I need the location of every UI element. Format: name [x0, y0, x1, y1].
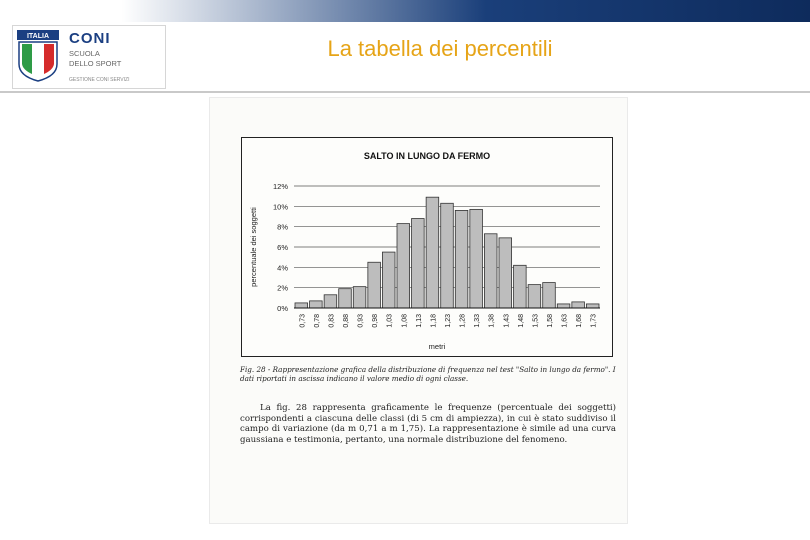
x-tick-label: 1,23 — [445, 314, 452, 328]
y-tick-label: 10% — [272, 202, 288, 212]
x-tick-label: 1,43 — [503, 314, 511, 328]
logo-country: ITALIA — [26, 33, 50, 40]
x-tick-label: 0,93 — [357, 314, 365, 328]
histogram-bar — [528, 285, 541, 308]
slide-title: La tabella dei percentili — [327, 36, 553, 61]
histogram-bar — [295, 303, 308, 308]
histogram-bar — [368, 262, 381, 308]
y-tick-label: 6% — [277, 243, 288, 252]
x-tick-label: 1,73 — [590, 314, 598, 328]
histogram-bar — [397, 224, 410, 308]
logo-brand: CONI — [69, 30, 111, 47]
x-tick-label: 0,88 — [343, 314, 350, 328]
body-paragraph: La fig. 28 rappresenta graficamente le frequenze (percentuale dei soggetti) corrispondenti a ciascuna delle classi (di 5 cm di ampiezza), in cui è stato suddiviso il campo di variazione (da m 0,71 a m 1,75). La rappresentazione è simile ad una curva gaussiana e testimonia, pertanto, una normale distribuzione del fenomeno. — [240, 403, 616, 445]
logo-footer: GESTIONE CONI SERVIZI — [69, 77, 130, 83]
x-tick-label: 1,33 — [474, 314, 482, 328]
header-divider — [0, 91, 810, 93]
histogram-bar — [572, 302, 585, 308]
histogram-bar — [324, 295, 337, 308]
histogram-bar — [484, 234, 497, 308]
histogram-bar — [514, 265, 527, 308]
histogram-chart — [242, 138, 612, 356]
x-tick-label: 1,58 — [547, 314, 554, 328]
x-tick-label: 1,53 — [532, 314, 540, 328]
histogram-bar — [339, 289, 352, 308]
x-tick-label: 1,18 — [430, 314, 438, 328]
x-tick-label: 0,78 — [313, 314, 321, 328]
coni-logo — [12, 25, 166, 89]
y-tick-label: 0% — [277, 304, 288, 313]
italia-shield-icon — [17, 30, 59, 82]
histogram-bar — [441, 203, 454, 308]
logo-school-line1: SCUOLA — [69, 49, 100, 58]
histogram-bar — [586, 304, 599, 308]
histogram-bar — [543, 283, 556, 308]
x-tick-label: 1,48 — [517, 314, 525, 328]
histogram-bar — [455, 210, 468, 308]
y-tick-label: 2% — [277, 283, 288, 293]
y-axis-label: percentuale dei soggetti — [249, 207, 258, 287]
x-tick-label: 1,28 — [459, 314, 467, 328]
histogram-bar — [353, 287, 366, 308]
x-axis-label: metri — [428, 342, 446, 351]
logo-school-line2: DELLO SPORT — [69, 59, 122, 68]
x-tick-label: 0,98 — [372, 314, 380, 328]
histogram-bar — [499, 238, 512, 308]
y-tick-label: 12% — [272, 182, 288, 191]
y-tick-label: 4% — [277, 263, 288, 273]
x-tick-label: 1,13 — [415, 314, 423, 328]
x-tick-label: 1,63 — [561, 314, 569, 328]
top-accent-bar — [0, 0, 810, 22]
y-tick-label: 8% — [277, 222, 288, 232]
chart-frame — [241, 137, 613, 357]
x-tick-label: 1,08 — [401, 314, 409, 328]
histogram-bar — [412, 219, 425, 308]
x-tick-label: 1,03 — [386, 314, 394, 328]
histogram-bar — [382, 252, 395, 308]
histogram-bar — [426, 197, 439, 308]
histogram-bar — [310, 301, 323, 308]
x-tick-label: 0,73 — [299, 314, 307, 328]
histogram-bar — [557, 304, 570, 308]
scanned-page — [210, 98, 627, 523]
histogram-bar — [470, 209, 483, 308]
chart-title: SALTO IN LUNGO DA FERMO — [363, 151, 491, 161]
x-tick-label: 1,38 — [488, 314, 496, 328]
x-tick-label: 1,68 — [576, 314, 584, 328]
x-tick-label: 0,83 — [328, 314, 336, 328]
figure-caption: Fig. 28 - Rappresentazione grafica della distribuzione di frequenza nel test "Salto in lungo da fermo". I dati riportati in ascissa indicano il valore medio di ogni classe. — [240, 365, 616, 383]
